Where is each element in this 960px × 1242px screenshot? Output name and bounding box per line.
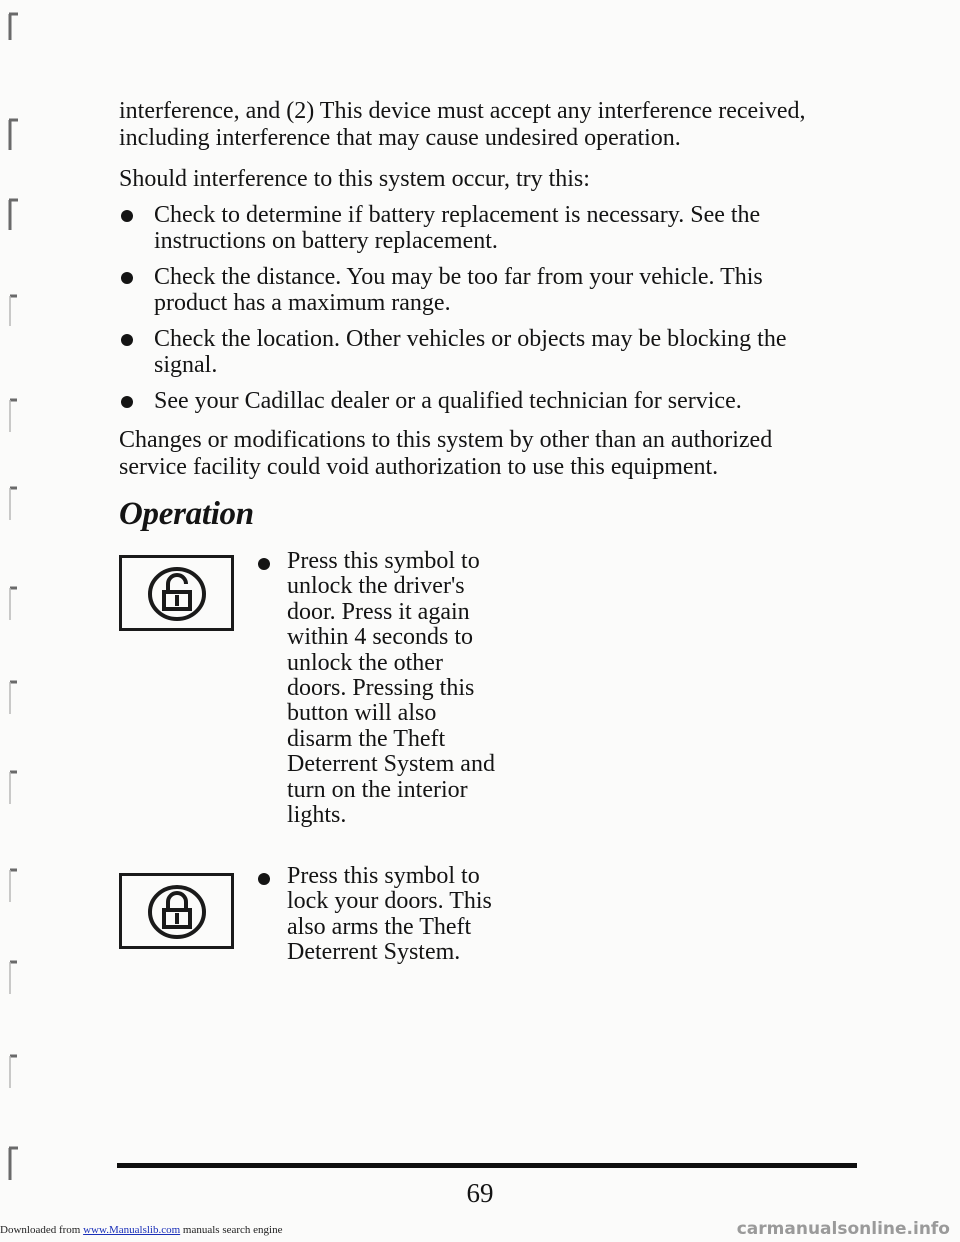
list-item: Check the location. Other vehicles or objects may be blocking the signal. (119, 326, 839, 378)
page-number: 69 (466, 1178, 494, 1208)
paragraph-modifications: Changes or modifications to this system by other than an authorized service facility could void authorization to use this equipment. (119, 427, 773, 480)
paragraph-interference: interference, and (2) This device must accept any interference received, including interference that may cause undesired operation. (119, 98, 806, 151)
operation-text-unlock: Press this symbol to unlock the driver's door. Press it again within 4 seconds to unlock the other doors. Pressing this button will also disarm the Theft Deterrent System and turn on the interior lights. (287, 548, 495, 829)
list-item: See your Cadillac dealer or a qualified technician for service. (119, 388, 839, 414)
crop-marks (0, 0, 60, 1242)
bullet-icon (258, 558, 270, 570)
troubleshooting-list (119, 202, 839, 414)
list-item: Check to determine if battery replacement is necessary. See the instructions on battery replacement. (119, 202, 839, 254)
manualslib-link[interactable]: www.Manualslib.com (83, 1224, 181, 1236)
watermark: carmanualsonline.info (736, 1219, 950, 1239)
operation-text-lock: Press this symbol to lock your doors. This also arms the Theft Deterrent System. (287, 863, 492, 966)
operation-item-lock (258, 864, 498, 966)
section-heading-operation: Operation (119, 496, 254, 532)
list-item: Check the distance. You may be too far from your vehicle. This product has a maximum range. (119, 264, 839, 316)
unlock-symbol-icon (143, 564, 211, 624)
lock-symbol-icon (143, 882, 211, 942)
paragraph-try-this: Should interference to this system occur, try this: (119, 166, 590, 192)
operation-item-unlock (258, 549, 498, 828)
footer-suffix: manuals search engine (182, 1224, 283, 1236)
download-footer (0, 1224, 282, 1236)
footer-rule (117, 1163, 857, 1168)
lock-symbol-box (119, 873, 234, 949)
bullet-icon (258, 873, 270, 885)
unlock-symbol-box (119, 555, 234, 631)
footer-prefix: Downloaded from (0, 1224, 81, 1236)
